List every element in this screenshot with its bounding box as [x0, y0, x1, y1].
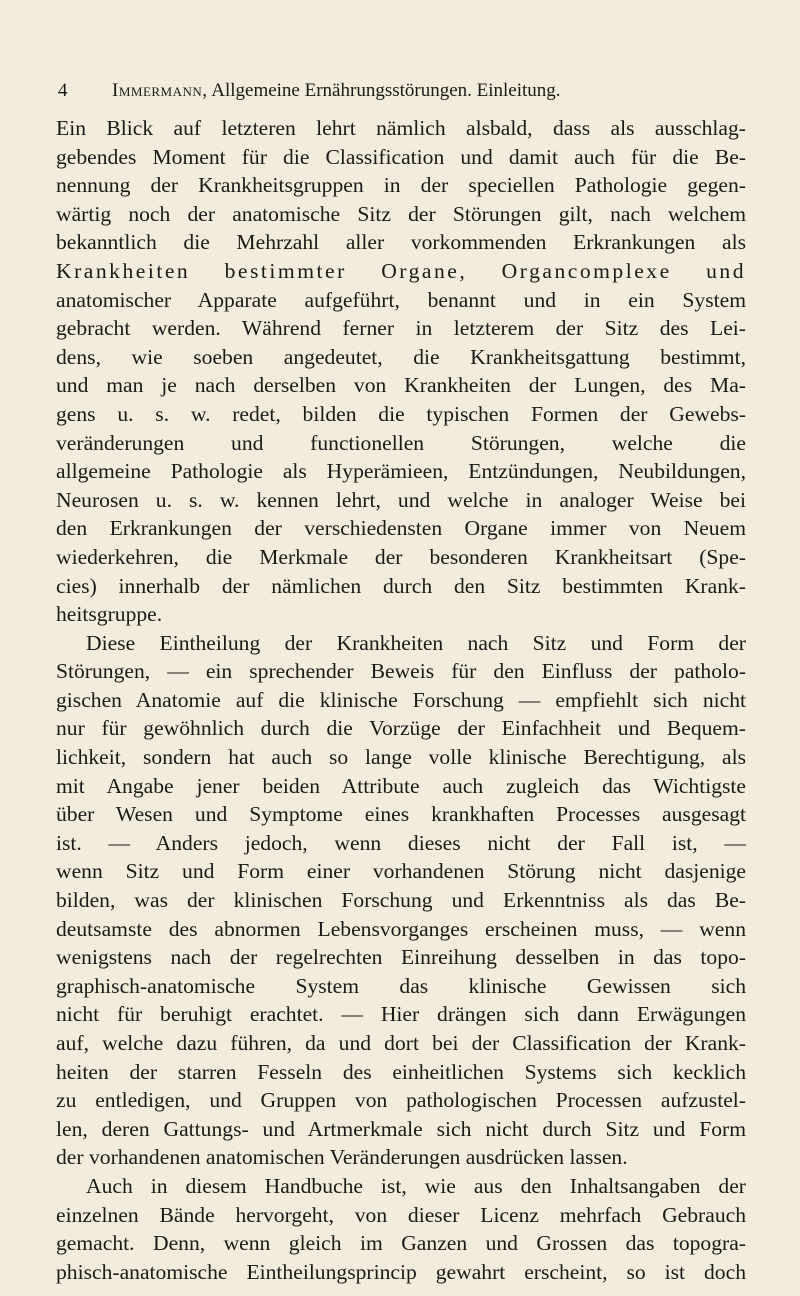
paragraph-start-line: Auch in diesem Handbuche ist, wie aus den Inhaltsangaben der	[86, 1173, 746, 1198]
body-text	[56, 114, 746, 1286]
running-head	[58, 80, 680, 104]
text-line: lichkeit, sondern hat auch so lange volle klinische Berechtigung, als	[56, 745, 746, 770]
text-line: wiederkehren, die Merkmale der besonderen Krankheitsart (Spe-	[56, 544, 746, 569]
text-line: und man je nach derselben von Krankheiten der Lungen, des Ma-	[56, 373, 746, 398]
text-line: cies) innerhalb der nämlichen durch den Sitz bestimmten Krank-	[56, 573, 746, 598]
text-line: veränderungen und functionellen Störungen, welche die	[56, 430, 746, 455]
text-line: ist. — Anders jedoch, wenn dieses nicht der Fall ist, —	[56, 830, 746, 855]
text-line: einzelnen Bände hervorgeht, von dieser Licenz mehrfach Gebrauch	[56, 1202, 746, 1227]
text-line: wärtig noch der anatomische Sitz der Störungen gilt, nach welchem	[56, 201, 746, 226]
text-line: graphisch-anatomische System das klinische Gewissen sich	[56, 973, 746, 998]
text-line: heiten der starren Fesseln des einheitlichen Systems sich kecklich	[56, 1059, 746, 1084]
text-line: len, deren Gattungs- und Artmerkmale sich nicht durch Sitz und Form	[56, 1116, 746, 1141]
paragraph-start-line: Diese Eintheilung der Krankheiten nach Sitz und Form der	[86, 630, 746, 655]
text-line: gischen Anatomie auf die klinische Forschung — empfiehlt sich nicht	[56, 687, 746, 712]
text-line: gens u. s. w. redet, bilden die typischen Formen der Gewebs-	[56, 401, 746, 426]
author-name: Immermann,	[112, 80, 208, 101]
text-line: Störungen, — ein sprechender Beweis für den Einfluss der patholo-	[56, 659, 746, 684]
text-line: Krankheiten bestimmter Organe, Organcomplexe und	[56, 258, 746, 283]
text-line: über Wesen und Symptome eines krankhaften Processes ausgesagt	[56, 802, 746, 827]
text-line: Ein Blick auf letzteren lehrt nämlich alsbald, dass als ausschlag-	[56, 116, 746, 140]
text-line: dens, wie soeben angedeutet, die Krankheitsgattung bestimmt,	[56, 344, 746, 369]
text-line: bekanntlich die Mehrzahl aller vorkommenden Erkrankungen als	[56, 230, 746, 255]
text-line: gemacht. Denn, wenn gleich im Ganzen und Grossen das topogra-	[56, 1231, 746, 1256]
text-line: zu entledigen, und Gruppen von pathologischen Processen aufzustel-	[56, 1088, 746, 1113]
text-line: deutsamste des abnormen Lebensvorganges erscheinen muss, — wenn	[56, 916, 746, 941]
text-line: bilden, was der klinischen Forschung und Erkenntniss als das Be-	[56, 888, 746, 913]
chapter-title: Allgemeine Ernährungsstörungen. Einleitung.	[211, 80, 561, 101]
text-line: anatomischer Apparate aufgeführt, benannt und in ein System	[56, 287, 746, 312]
text-line: gebendes Moment für die Classification und damit auch für die Be-	[56, 144, 746, 169]
text-line: den Erkrankungen der verschiedensten Organe immer von Neuem	[56, 516, 746, 541]
text-line: wenigstens nach der regelrechten Einreihung desselben in das topo-	[56, 945, 746, 970]
page-number: 4	[58, 80, 68, 101]
text-line: mit Angabe jener beiden Attribute auch zugleich das Wichtigste	[56, 773, 746, 798]
text-line: auf, welche dazu führen, da und dort bei der Classification der Krank-	[56, 1031, 746, 1055]
text-line: allgemeine Pathologie als Hyperämieen, Entzündungen, Neubildungen,	[56, 459, 746, 484]
text-line: wenn Sitz und Form einer vorhandenen Störung nicht dasjenige	[56, 859, 746, 884]
text-line: nicht für beruhigt erachtet. — Hier drängen sich dann Erwägungen	[56, 1002, 746, 1027]
text-line: nur für gewöhnlich durch die Vorzüge der Einfachheit und Bequem-	[56, 716, 746, 741]
text-line: gebracht werden. Während ferner in letzterem der Sitz des Lei-	[56, 316, 746, 341]
paragraph-end-line: der vorhandenen anatomischen Veränderungen ausdrücken lassen.	[56, 1145, 628, 1170]
paragraph-end-line: heitsgruppe.	[56, 602, 163, 627]
running-head-title	[112, 80, 561, 102]
text-line: nennung der Krankheitsgruppen in der speciellen Pathologie gegen-	[56, 173, 746, 198]
text-line: phisch-anatomische Eintheilungsprincip gewahrt erscheint, so ist doch	[56, 1259, 746, 1284]
text-line: Neurosen u. s. w. kennen lehrt, und welche in analoger Weise bei	[56, 487, 746, 512]
